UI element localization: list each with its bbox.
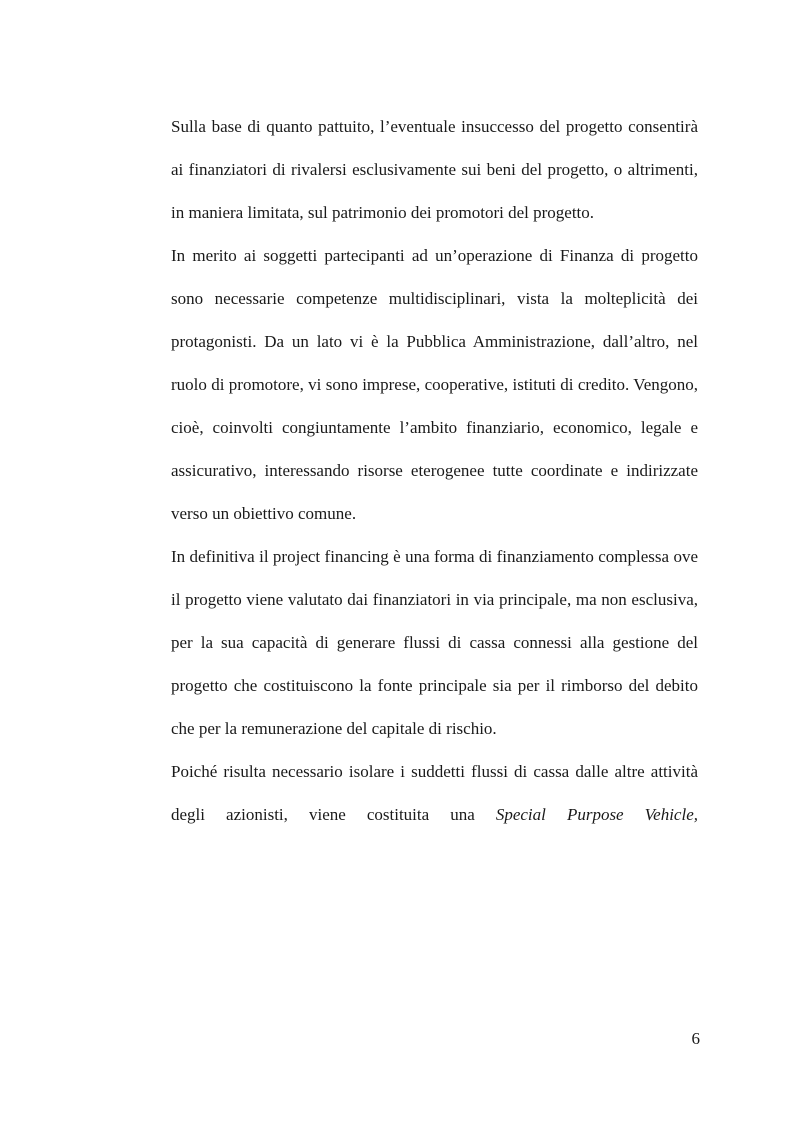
paragraph-2: In merito ai soggetti partecipanti ad un’operazione di Finanza di progetto sono necessarie competenze multidisciplinari, vista la molteplicità dei protagonisti. Da un lato vi è la Pubblica Amministrazione, dall’altro, nel ruolo di promotore, vi sono imprese, cooperative, istituti di credito. Vengono, cioè, coinvolti congiuntamente l’ambito finanziario, economico, legale e assicurativo, interessando risorse eterogenee tutte coordinate e indirizzate verso un obiettivo comune. [171, 246, 698, 523]
paragraph-4-text: Poiché risulta necessario isolare i suddetti flussi di cassa dalle altre attività degli azionisti, viene costituita una [171, 762, 698, 824]
document-body [171, 105, 698, 836]
paragraph-4 [171, 750, 698, 836]
paragraph-3: In definitiva il project financing è una forma di finanziamento complessa ove il progetto viene valutato dai finanziatori in via principale, ma non esclusiva, per la sua capacità di generare flussi di cassa connessi alla gestione del progetto che costituiscono la fonte principale sia per il rimborso del debito che per la remunerazione del capitale di rischio. [171, 547, 698, 738]
paragraph-4-italic-term: Special Purpose Vehicle, [495, 805, 698, 824]
page-number: 6 [691, 1029, 700, 1048]
paragraph-1: Sulla base di quanto pattuito, l’eventuale insuccesso del progetto consentirà ai finanziatori di rivalersi esclusivamente sui beni del progetto, o altrimenti, in maniera limitata, sul patrimonio dei promotori del progetto. [171, 117, 698, 222]
